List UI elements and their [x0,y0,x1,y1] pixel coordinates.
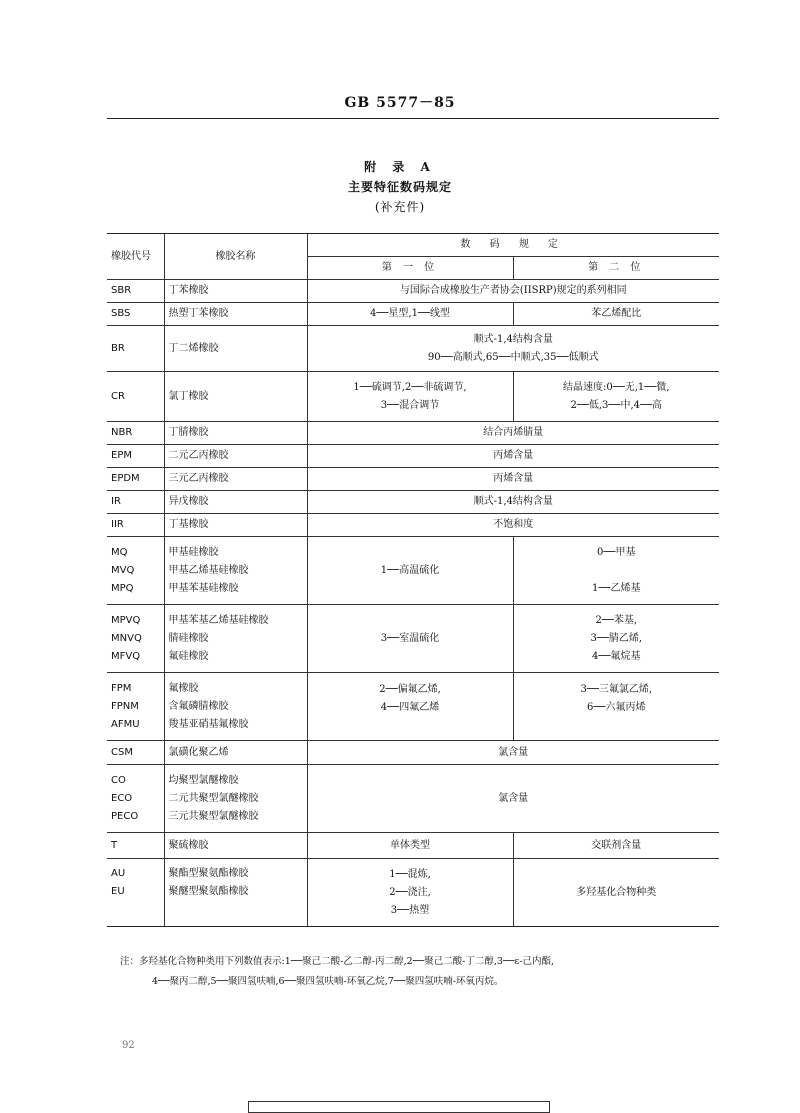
second-digit-rule: 苯乙烯配比 [513,303,719,326]
table-row [107,859,719,927]
rubber-code: NBR [107,422,164,445]
first-digit-rule: 单体类型 [307,833,513,859]
rubber-code: EPM [107,445,164,468]
rule-line: 2──低,3──中,4──高 [570,399,663,411]
rubber-name: 异戊橡胶 [164,491,307,514]
col-header-first: 第 一 位 [307,257,513,280]
rubber-name: 热塑丁苯橡胶 [164,303,307,326]
rubber-code: MPVQ [111,614,141,626]
rubber-name: 甲基苯基乙烯基硅橡胶 [168,614,269,626]
table-row [107,833,719,859]
rule-line: 4──氟烷基 [592,650,641,662]
rubber-name: 聚硫橡胶 [164,833,307,859]
table-row [107,765,719,833]
standard-number: GB 5577－85 [344,95,456,111]
rubber-name-group [164,605,307,673]
rubber-code: ECO [111,792,133,804]
rubber-code: SBR [107,280,164,303]
rubber-name-group [164,859,307,927]
rubber-name: 丁基橡胶 [164,514,307,537]
table-row [107,537,719,605]
rubber-code-group [107,605,164,673]
rubber-name: 甲基苯基硅橡胶 [168,582,239,594]
rubber-name: 丁二烯橡胶 [164,326,307,372]
rule-line: 1──硫调节,2──非硫调节, [353,381,467,393]
rubber-name: 三元共聚型氯醚橡胶 [168,810,259,822]
rule-line: 2──偏氟乙烯, [379,684,441,695]
rubber-name: 甲基乙烯基硅橡胶 [168,564,249,576]
first-digit-rule: 1──高温硫化 [307,537,513,605]
rubber-code: MNVQ [111,632,142,644]
col-header-group: 数 码 规 定 [307,234,719,257]
col-header-code: 橡胶代号 [107,234,164,280]
table-row [107,468,719,491]
rubber-name: 二元乙丙橡胶 [164,445,307,468]
rubber-name: 羧基亚硝基氟橡胶 [168,718,249,730]
table-row [107,422,719,445]
rule-line: 3──三氟氯乙烯, [580,684,653,695]
second-digit-rule [513,372,719,422]
table-row [107,445,719,468]
rubber-name-group [164,765,307,833]
rubber-code: CSM [107,741,164,765]
rubber-code: IIR [107,514,164,537]
code-rule: 结合丙烯腈量 [307,422,719,445]
code-rule: 丙烯含量 [307,468,719,491]
table-row [107,741,719,765]
rule-line: 4──四氟乙烯 [380,702,440,713]
rubber-code: AU [111,868,126,879]
code-rule: 顺式-1,4结构含量 [307,491,719,514]
rule-line: 3──热塑 [390,904,430,916]
table-row [107,326,719,372]
table-row [107,514,719,537]
code-rule: 不饱和度 [307,514,719,537]
rubber-code: PECO [111,810,139,822]
rubber-name: 甲基硅橡胶 [168,546,219,558]
rubber-code: SBS [107,303,164,326]
code-rule: 丙烯含量 [307,445,719,468]
table-row [107,303,719,326]
second-digit-rule [513,673,719,741]
rubber-code: FPNM [111,700,139,712]
rubber-code: IR [107,491,164,514]
rubber-code: T [107,833,164,859]
rubber-name: 丁腈橡胶 [164,422,307,445]
rule-line: 2──苯基, [595,614,638,626]
appendix-title: 附 录 A [364,160,436,174]
code-rule: 氯含量 [307,741,719,765]
sub-title: (补充件) [374,200,426,214]
code-rule: 氯含量 [307,765,719,833]
rubber-name: 聚酯型聚氨酯橡胶 [168,868,249,879]
first-digit-rule [307,673,513,741]
rubber-name: 丁苯橡胶 [164,280,307,303]
rubber-name: 氟橡胶 [168,682,199,694]
rubber-name: 氯磺化聚乙烯 [164,741,307,765]
rule-spacer [518,562,716,580]
rule-line: 结晶速度:0──无,1──微, [562,381,670,393]
rubber-code: BR [107,326,164,372]
rubber-name: 均聚型氯醚橡胶 [168,774,239,786]
first-digit-rule [307,859,513,927]
rule-line: 3──腈乙烯, [590,632,643,644]
rubber-code: AFMU [111,718,140,730]
first-digit-rule: 3──室温硫化 [307,605,513,673]
main-title: 主要特征数码规定 [347,180,452,194]
table-row [107,491,719,514]
second-digit-rule [513,537,719,605]
rubber-code: MQ [111,546,128,558]
rule-line: 0──甲基 [597,546,636,558]
rule-line: 6──六氟丙烯 [587,702,646,713]
page-number: 92 [122,1040,135,1051]
table-row [107,605,719,673]
rubber-name: 三元乙丙橡胶 [164,468,307,491]
rule-line: 3──混合调节 [380,399,440,411]
first-digit-rule [307,372,513,422]
rubber-name: 聚醚型聚氨酯橡胶 [168,886,249,897]
rubber-code: EPDM [107,468,164,491]
footer-box [248,1101,550,1113]
col-header-second: 第 二 位 [513,257,719,280]
code-rule-line: 顺式-1,4结构含量 [473,333,553,345]
table-header-row [107,234,719,257]
table-row [107,280,719,303]
col-header-name: 橡胶名称 [164,234,307,280]
rubber-name: 氯丁橡胶 [164,372,307,422]
rubber-code: CO [111,774,126,786]
rule-line: 2──浇注, [389,886,431,898]
rubber-code-group [107,859,164,927]
rubber-code-group [107,765,164,833]
code-rule-line: 90──高顺式,65──中顺式,35──低顺式 [427,351,599,363]
rubber-code-group [107,537,164,605]
table-row [107,372,719,422]
table-note [120,952,730,992]
table-row [107,673,719,741]
note-line: 注：多羟基化合物种类用下列数值表示:1──聚己二酸-乙二醇-丙二醇,2──聚己二酸-丁二醇,3──ε-己内酯, [120,956,554,967]
second-digit-rule [513,605,719,673]
rule-line: 1──混炼, [389,868,431,880]
second-digit-rule: 交联剂含量 [513,833,719,859]
rubber-code: EU [111,886,125,897]
rubber-name: 二元共聚型氯醚橡胶 [168,792,259,804]
rubber-name-group [164,673,307,741]
rubber-code: MVQ [111,564,135,576]
rubber-name: 氟硅橡胶 [168,650,209,662]
rubber-code: CR [107,372,164,422]
rubber-code-group [107,673,164,741]
title-block [0,157,800,217]
rubber-name: 含氟磷腈橡胶 [168,700,229,712]
rubber-code: FPM [111,682,132,694]
rule-line: 1──乙烯基 [592,582,641,594]
rubber-name: 腈硅橡胶 [168,632,209,644]
rubber-code: MFVQ [111,650,141,662]
rubber-name-group [164,537,307,605]
rubber-code: MPQ [111,582,134,594]
code-table [107,233,719,927]
code-rule: 与国际合成橡胶生产者协会(IISRP)规定的系列相同 [307,280,719,303]
note-line: 4──聚丙二醇,5──聚四氢呋喃,6──聚四氢呋喃-环氧乙烷,7──聚四氢呋喃-环氧丙烷。 [152,976,504,987]
code-rule [307,326,719,372]
first-digit-rule: 4──星型,1──线型 [307,303,513,326]
header-rule [107,118,719,119]
second-digit-rule: 多羟基化合物种类 [513,859,719,927]
